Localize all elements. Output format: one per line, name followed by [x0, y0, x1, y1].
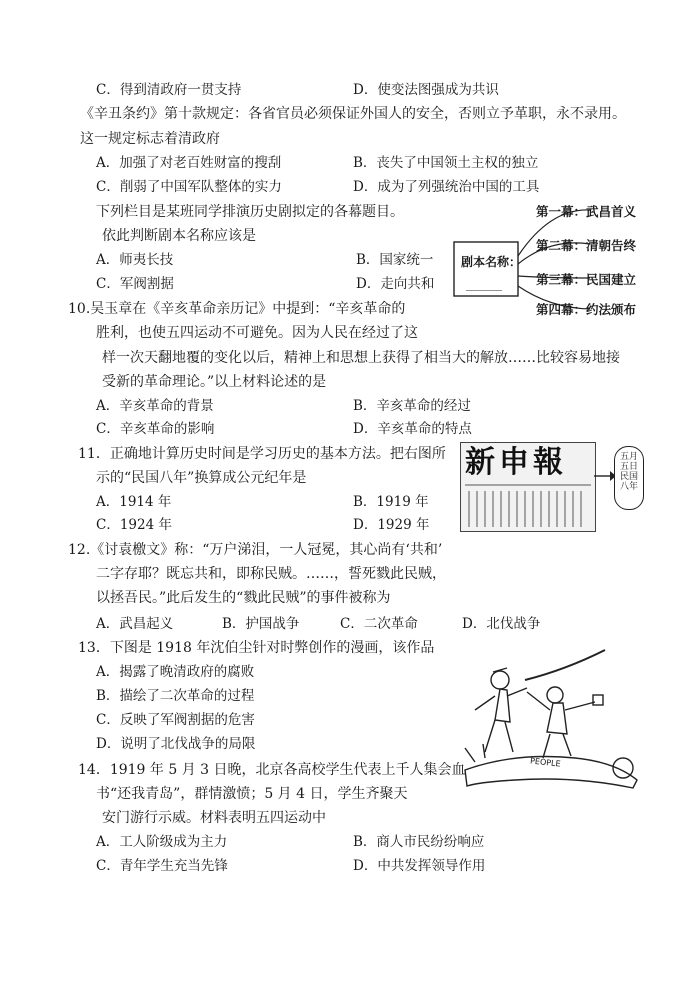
option-b: B．辛亥革命的经过	[353, 398, 471, 414]
question-8-text: 《辛丑条约》第十款规定：各省官员必须保证外国人的安全，否则立予革职，永不录用。	[80, 106, 626, 122]
option-a: A．揭露了晚清政府的腐败	[96, 664, 255, 680]
question-14-text: 14．1919 年 5 月 3 日晚，北京各高校学生代表上千人集会血	[78, 762, 466, 778]
option-c: C．得到清政府一贯支持	[96, 82, 242, 98]
question-12-text: 以拯吾民。”此后发生的“戮此民贼”的事件被称为	[96, 590, 391, 606]
option-a: A．工人阶级成为主力	[96, 834, 228, 850]
option-c: C．辛亥革命的影响	[96, 421, 215, 437]
option-d: D．辛亥革命的特点	[353, 421, 472, 437]
option-b: B．商人市民纷纷响应	[353, 834, 485, 850]
option-d: D．北伐战争	[462, 616, 541, 632]
newspaper-masthead: 新申報	[465, 445, 567, 480]
option-c: C．反映了军阀割据的危害	[96, 712, 255, 728]
question-8-text: 这一规定标志着清政府	[80, 131, 220, 147]
question-13-text: 13．下图是 1918 年沈伯尘针对时弊创作的漫画，该作品	[78, 640, 435, 656]
question-11-text: 11．正确地计算历史时间是学习历史的基本方法。把右图所	[78, 446, 446, 462]
option-a: A．辛亥革命的背景	[96, 398, 214, 414]
option-b: B．描绘了二次革命的过程	[96, 688, 255, 704]
option-d: D．成为了列强统治中国的工具	[353, 179, 540, 195]
option-d: D．说明了北伐战争的局限	[96, 736, 256, 752]
option-a: A．加强了对老百姓财富的搜刮	[96, 155, 282, 171]
option-c: C．削弱了中国军队整体的实力	[96, 179, 282, 195]
act-4: 第四幕：约法颁布	[536, 302, 637, 317]
option-d: D．中共发挥领导作用	[353, 858, 486, 874]
option-b: B．1919 年	[353, 494, 429, 510]
question-12-text: 12.《讨袁檄文》称：“万户涕泪，一人冠冕，其心尚有‘共和’	[68, 542, 443, 558]
cartoon-people-label: PEOPLE	[529, 756, 561, 769]
option-b: B．护国战争	[222, 616, 300, 632]
diagram-blank: ______	[466, 277, 502, 291]
option-c: C．青年学生充当先锋	[96, 858, 228, 874]
question-10-text: 10.吴玉章在《辛亥革命亲历记》中提到：“辛亥革命的	[68, 301, 406, 317]
question-9-text: 依此判断剧本名称应该是	[102, 228, 256, 244]
arrow-icon	[594, 470, 616, 482]
question-14-text: 书“还我青岛”，群情激愤；5 月 4 日，学生齐聚天	[96, 786, 408, 802]
newspaper-columns	[461, 443, 595, 531]
option-c: C．军阀割据	[96, 276, 174, 292]
question-14-text: 安门游行示威。材料表明五四运动中	[102, 810, 326, 826]
question-10-text: 样一次天翻地覆的变化以后，精神上和思想上获得了相当大的解放……比较容易地接	[102, 350, 620, 366]
diagram-box-label: 剧本名称：	[461, 255, 522, 269]
question-10-text: 胜利，也使五四运动不可避免。因为人民在经过了这	[96, 325, 418, 341]
date-callout-text: 五月五日民国八年	[619, 452, 638, 492]
question-12-text: 二字存耶？既忘共和，即称民贼。……，誓死戮此民贼，	[96, 566, 446, 582]
question-11-text: 示的“民国八年”换算成公元纪年是	[96, 470, 307, 486]
act-1: 第一幕：武昌首义	[536, 204, 637, 219]
act-2: 第二幕：清朝告终	[536, 238, 637, 253]
question-10-text: 受新的革命理论。”以上材料论述的是	[102, 374, 327, 390]
option-b: B．国家统一	[356, 252, 434, 268]
option-b: B．丧失了中国领土主权的独立	[353, 155, 539, 171]
option-a: A．师夷长技	[96, 252, 174, 268]
option-c: C．1924 年	[96, 517, 172, 533]
option-a: A．武昌起义	[96, 616, 174, 632]
option-a: A．1914 年	[96, 494, 172, 510]
newspaper-image	[460, 442, 596, 532]
question-9-text: 下列栏目是某班同学排演历史剧拟定的各幕题目。	[96, 204, 404, 220]
option-d: D．走向共和	[356, 276, 435, 292]
option-c: C．二次革命	[340, 616, 418, 632]
act-3: 第三幕：民国建立	[536, 272, 637, 287]
option-d: D．使变法图强成为共识	[353, 82, 499, 98]
option-d: D．1929 年	[353, 517, 430, 533]
